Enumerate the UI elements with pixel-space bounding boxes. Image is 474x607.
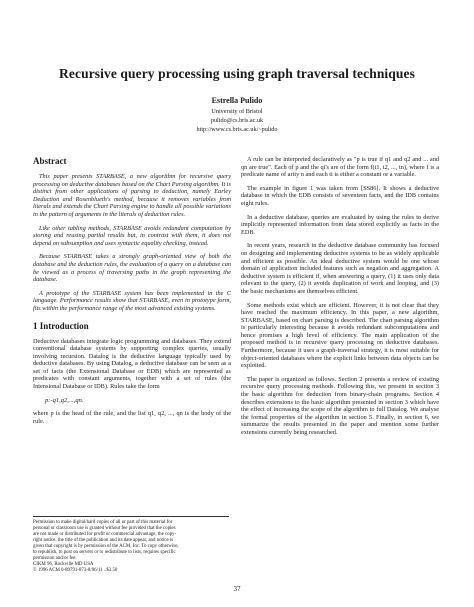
body-paragraph: Some methods exist which are efficient. However, it is not clear that they have reached the maximum efficiency. In this paper, a new algorithm, STARBASE, based on chart parsing is described. The chart parsing algorithm is particularly interesting because it avoids redundant subcomputations and hence promises a high level of efficiency. The main application of the proposed method is in recursive query processing on deductive databases. Furthermore, because it uses a graph-traversal strategy, it is most suitable for object-oriented databases where the explicit links between data objects can be exploited. xyxy=(241,301,439,370)
body-paragraph: A rule can be interpreted declaratively as "p is true if q1 and q2 and ... and qn are true". Each of p and the qi's are of the form f(t1, t2, ..., tn), where f is a predicate name of arity n and each ti is either a constant or a variable. xyxy=(241,156,439,179)
author-email: pulido@cs.bris.ac.uk xyxy=(210,117,264,124)
paper-title: Recursive query processing using graph traversal techniques xyxy=(59,66,415,81)
right-column xyxy=(241,156,439,443)
body-paragraph: The paper is organized as follows. Section 2 presents a review of existing recursive query processing methods. Following this, we present in section 3 the basic algorithm for deduction from binary-chain programs. Section 4 describes extensions to the basic algorithm presented in section 3 which have the effect of increasing the scope of the algorithm to full Datalog. We analyse the formal properties of the algorithm in section 5. Finally, in section 6, we summarize the results presented in the paper and mention some further extensions currently being researched. xyxy=(241,375,439,436)
abstract-paragraph: A prototype of the STARBASE system has been implemented in the C language. Performance results show that STARBASE, even in prototype form, fits within the performance range of the most advanced existing systems. xyxy=(33,289,231,312)
body-paragraph: In recent years, research in the deductive database community has focused on designing and implementing deductive systems to be as widely applicable and efficient as possible. An ideal deductive system would be one whose domain of application included features such as negation and aggregation. A deductive system is efficient if, when answering a query, (1) it uses only data relevant to the query, (2) it avoids duplication of work and looping, and (3) the basic mechanisms are themselves efficient. xyxy=(241,242,439,295)
footnote-line: right notice, the title of the publication and its date appear, and notice is xyxy=(33,538,174,543)
page-number: 37 xyxy=(233,585,241,593)
footnote-line: given that copyright is by permission of the ACM, Inc. To copy otherwise, xyxy=(33,544,179,549)
abstract-paragraph: Like other tabling methods, STARBASE avoids redundant computation by storing and reusing partial results but, in contrast with them, it does not depend on subsumption and uses syntactic equality checking, instead. xyxy=(33,224,231,247)
footnote-line: to republish, to post on servers or to redistribute to lists, requires specific xyxy=(33,550,176,555)
intro-continuation: where p is the head of the rule, and the list q1, q2, ..., qn is the body of the rule. xyxy=(33,410,231,425)
abstract-paragraph: This paper presents STARBASE, a new algorithm for recursive query processing on deductive databases based on the Chart Parsing algorithm. It is distinct from other applications of parsing to deduction, namely Earley Deduction and Rosenblueth's method, because it removes variables from literals and extends the Chart Parsing engine to handle all possible variations in the pattern of arguments in the literals of deduction rules. xyxy=(33,173,231,218)
footnote-line: CIKM 96, Rockville MD USA xyxy=(33,562,94,567)
footnote-line: © 1996 ACM 0-89791-873-8/96/11 ..$3.50 xyxy=(33,568,118,573)
author-name: Estrella Pulido xyxy=(211,96,263,105)
author-url: http://www.cs.bris.ac.uk/~pulido xyxy=(196,126,278,133)
author-affiliation: University of Bristol xyxy=(211,108,263,115)
footnote-line: personal or classroom use is granted without fee provided that the copies xyxy=(33,526,176,531)
intro-paragraph: Deductive databases integrate logic programming and databases. They extend conventional database systems by supporting complex queries, usually involving recursion. Datalog is the deductive language typically used by deductive databases. By using Datalog, a deductive database can be seen as a set of facts (the Extensional Database or EDB) which are represented as predicates with constant arguments, together with a set of rules (the Intensional Database or IDB). Rules take the form xyxy=(33,337,231,391)
abstract-heading: Abstract xyxy=(33,156,67,166)
copyright-footnote xyxy=(33,516,229,574)
introduction-heading: 1 Introduction xyxy=(33,320,89,331)
footnote-line: are not made or distributed for profit or commercial advantage, the copy- xyxy=(33,532,177,537)
body-paragraph: In a deductive database, queries are evaluated by using the rules to derive implicitly represented information from data stored explicitly as facts in the EDB. xyxy=(241,213,439,236)
abstract-paragraph: Because STARBASE takes a strongly graph-oriented view of both the database and the deduction rules, the evaluation of a query on a database can be viewed as a process of traversing paths in the graph representing the database. xyxy=(33,253,231,284)
body-paragraph: The example in figure 1 was taken from [SS86]. It shows a deductive database in which the EDB consists of seventeen facts, and the IDB contains eight rules. xyxy=(241,184,439,207)
left-column xyxy=(33,156,231,431)
footnote-line: permission and/or fee. xyxy=(33,556,77,561)
rule-formula: p:-q1,q2,...,qn. xyxy=(45,396,84,404)
footnote-line: Permission to make digital/hard copies of all or part of this material for xyxy=(33,520,173,525)
